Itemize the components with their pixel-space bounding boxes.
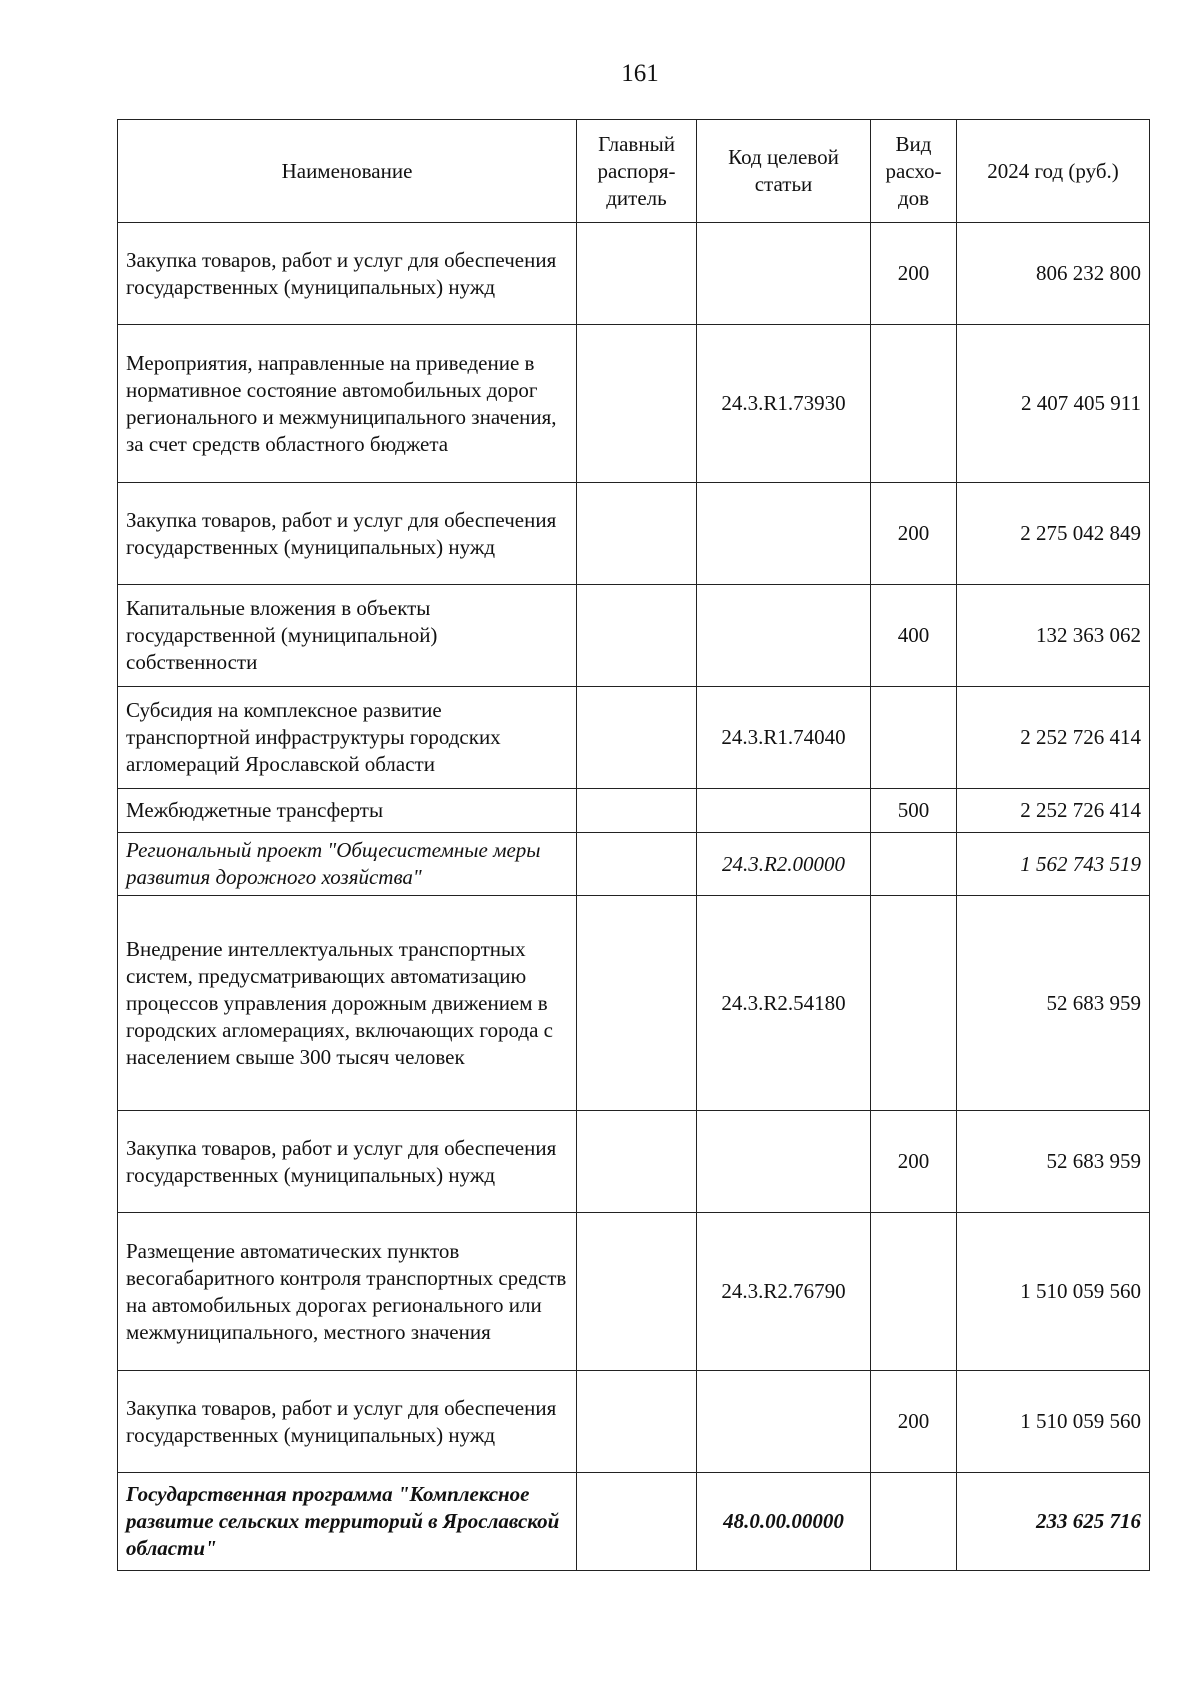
table-row (118, 1111, 1150, 1213)
cell-kind: 200 (871, 483, 957, 585)
table-row (118, 687, 1150, 789)
header-amount: 2024 год (руб.) (957, 120, 1150, 223)
cell-code: 24.3.R2.76790 (697, 1213, 871, 1371)
cell-admin (577, 833, 697, 896)
cell-code: 24.3.R2.00000 (697, 833, 871, 896)
cell-code (697, 1111, 871, 1213)
cell-name: Региональный проект "Общесистемные меры развития дорожного хозяйства" (118, 833, 577, 896)
cell-code (697, 1371, 871, 1473)
budget-table (117, 119, 1150, 1571)
cell-admin (577, 325, 697, 483)
table-row (118, 483, 1150, 585)
header-kind: Вид расхо-дов (871, 120, 957, 223)
cell-kind: 200 (871, 223, 957, 325)
cell-amount: 52 683 959 (957, 1111, 1150, 1213)
table-row (118, 585, 1150, 687)
header-name: Наименование (118, 120, 577, 223)
table-row (118, 1473, 1150, 1571)
table-row (118, 833, 1150, 896)
cell-amount: 2 252 726 414 (957, 687, 1150, 789)
cell-code: 24.3.R1.74040 (697, 687, 871, 789)
cell-name: Закупка товаров, работ и услуг для обеспечения государственных (муниципальных) нужд (118, 1371, 577, 1473)
table-row (118, 223, 1150, 325)
cell-amount: 2 407 405 911 (957, 325, 1150, 483)
cell-code: 24.3.R2.54180 (697, 896, 871, 1111)
table-row (118, 325, 1150, 483)
cell-name: Государственная программа "Комплексное развитие сельских территорий в Ярославской области" (118, 1473, 577, 1571)
cell-admin (577, 1371, 697, 1473)
cell-admin (577, 896, 697, 1111)
cell-amount: 52 683 959 (957, 896, 1150, 1111)
cell-name: Закупка товаров, работ и услуг для обеспечения государственных (муниципальных) нужд (118, 1111, 577, 1213)
cell-kind (871, 896, 957, 1111)
cell-amount: 1 562 743 519 (957, 833, 1150, 896)
table-row (118, 1371, 1150, 1473)
cell-amount: 2 275 042 849 (957, 483, 1150, 585)
cell-code: 24.3.R1.73930 (697, 325, 871, 483)
cell-name: Межбюджетные трансферты (118, 789, 577, 833)
cell-kind (871, 833, 957, 896)
cell-name: Капитальные вложения в объекты государственной (муниципальной) собственности (118, 585, 577, 687)
cell-code (697, 789, 871, 833)
header-code: Код целевой статьи (697, 120, 871, 223)
cell-admin (577, 585, 697, 687)
cell-admin (577, 1213, 697, 1371)
cell-kind (871, 1213, 957, 1371)
cell-code (697, 483, 871, 585)
cell-admin (577, 687, 697, 789)
cell-amount: 233 625 716 (957, 1473, 1150, 1571)
cell-kind: 200 (871, 1371, 957, 1473)
cell-kind (871, 325, 957, 483)
cell-kind: 400 (871, 585, 957, 687)
table-row (118, 1213, 1150, 1371)
cell-amount: 806 232 800 (957, 223, 1150, 325)
cell-admin (577, 789, 697, 833)
cell-admin (577, 1111, 697, 1213)
cell-kind: 200 (871, 1111, 957, 1213)
cell-kind: 500 (871, 789, 957, 833)
cell-amount: 2 252 726 414 (957, 789, 1150, 833)
cell-name: Субсидия на комплексное развитие транспортной инфраструктуры городских агломераций Ярославской области (118, 687, 577, 789)
table-row (118, 789, 1150, 833)
cell-admin (577, 483, 697, 585)
cell-amount: 1 510 059 560 (957, 1213, 1150, 1371)
cell-name: Внедрение интеллектуальных транспортных систем, предусматривающих автоматизацию процессов управления дорожным движением в городских агломерациях, включающих города с населением свыше 300 тысяч человек (118, 896, 577, 1111)
cell-name: Размещение автоматических пунктов весогабаритного контроля транспортных средств на автомобильных дорогах регионального или межмуниципального, местного значения (118, 1213, 577, 1371)
cell-code (697, 223, 871, 325)
cell-amount: 132 363 062 (957, 585, 1150, 687)
cell-name: Закупка товаров, работ и услуг для обеспечения государственных (муниципальных) нужд (118, 223, 577, 325)
header-admin: Главный распоря-дитель (577, 120, 697, 223)
cell-admin (577, 1473, 697, 1571)
table-row (118, 896, 1150, 1111)
cell-kind (871, 1473, 957, 1571)
cell-amount: 1 510 059 560 (957, 1371, 1150, 1473)
cell-kind (871, 687, 957, 789)
cell-code: 48.0.00.00000 (697, 1473, 871, 1571)
cell-admin (577, 223, 697, 325)
page-number: 161 (621, 60, 659, 87)
cell-code (697, 585, 871, 687)
cell-name: Мероприятия, направленные на приведение в нормативное состояние автомобильных дорог регионального и межмуниципального значения, за счет средств областного бюджета (118, 325, 577, 483)
cell-name: Закупка товаров, работ и услуг для обеспечения государственных (муниципальных) нужд (118, 483, 577, 585)
table-header-row (118, 120, 1150, 223)
